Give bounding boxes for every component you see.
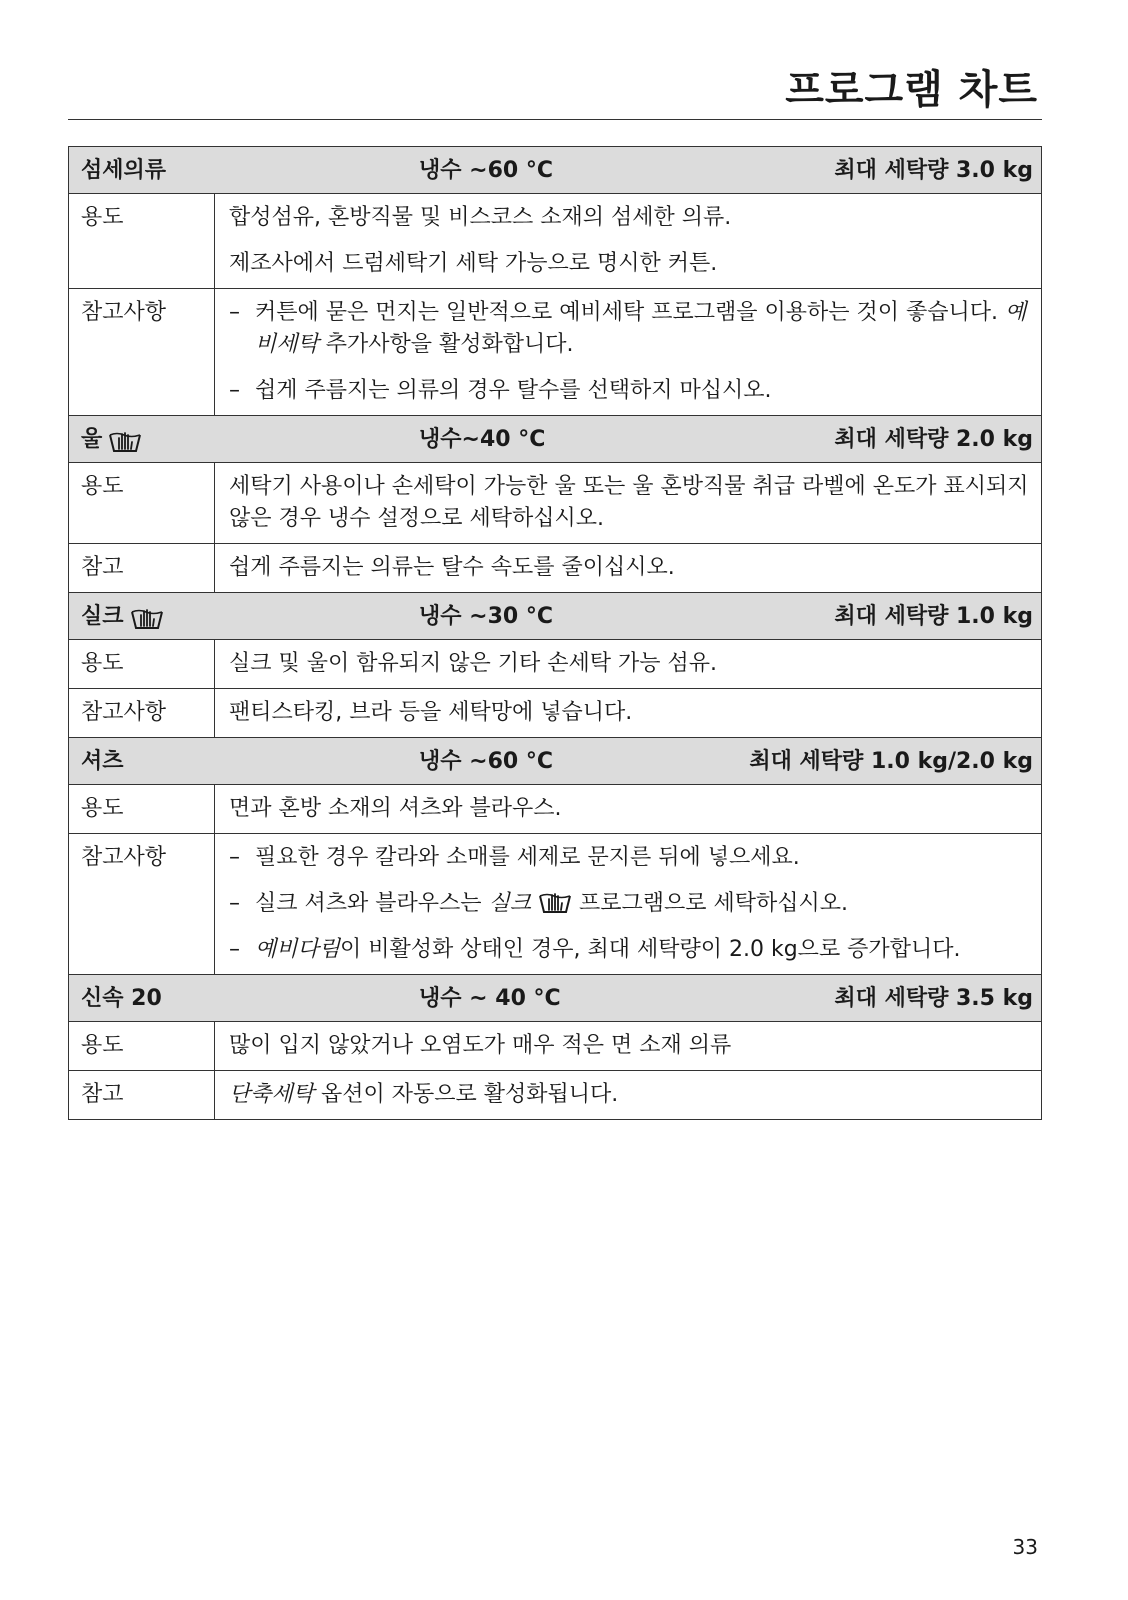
program-name bbox=[81, 975, 162, 1022]
program-header-silk bbox=[69, 593, 1041, 640]
title-divider bbox=[68, 119, 1042, 120]
row-content bbox=[215, 194, 1041, 288]
program-name bbox=[81, 738, 124, 785]
table-row bbox=[69, 785, 1041, 834]
note-item bbox=[229, 842, 1029, 874]
usage-text: 합성섬유, 혼방직물 및 비스코스 소재의 섬세한 의류. bbox=[229, 205, 732, 230]
usage-text: 면과 혼방 소재의 셔츠와 블라우스. bbox=[229, 796, 562, 821]
table-row bbox=[69, 1071, 1041, 1119]
note-text: 커튼에 묻은 먼지는 일반적으로 예비세탁 프로그램을 이용하는 것이 좋습니다. bbox=[255, 300, 999, 325]
dash-bullet: – bbox=[229, 300, 240, 325]
page-number: 33 bbox=[1012, 1535, 1038, 1559]
program-chart-table bbox=[68, 146, 1042, 1120]
program-max-load: 최대 세탁량 1.0 kg bbox=[834, 604, 1033, 629]
note-text: 추가사항을 활성화합니다. bbox=[325, 332, 574, 357]
note-text: 쉽게 주름지는 의류의 경우 탈수를 선택하지 마십시오. bbox=[255, 378, 772, 403]
usage-text: 제조사에서 드럼세탁기 세탁 가능으로 명시한 커튼. bbox=[229, 251, 718, 276]
table-row bbox=[69, 194, 1041, 289]
program-max-load: 최대 세탁량 1.0 kg/2.0 kg bbox=[749, 749, 1033, 774]
row-label: 용도 bbox=[69, 463, 215, 543]
option-name: 단축세탁 bbox=[229, 1082, 315, 1107]
program-header-wool bbox=[69, 416, 1041, 463]
row-content bbox=[215, 289, 1041, 415]
note-text: 실크 셔츠와 블라우스는 bbox=[255, 891, 482, 916]
program-name bbox=[81, 416, 142, 463]
program-name-text: 울 bbox=[81, 427, 103, 452]
program-header-shirts bbox=[69, 738, 1041, 785]
program-temperature: 냉수 ~60 °C bbox=[419, 749, 554, 774]
page-title: 프로그램 차트 bbox=[785, 67, 1038, 113]
program-name-text: 실크 bbox=[81, 604, 124, 629]
program-name-text: 섬세의류 bbox=[81, 158, 167, 183]
row-content bbox=[215, 834, 1041, 974]
note-item bbox=[229, 934, 1029, 966]
note-text: 옵션이 자동으로 활성화됩니다. bbox=[321, 1082, 619, 1107]
hand-wash-icon bbox=[130, 604, 164, 630]
row-content bbox=[215, 1071, 1041, 1119]
note-item bbox=[229, 888, 1029, 920]
row-label: 참고사항 bbox=[69, 289, 215, 415]
table-row bbox=[69, 289, 1041, 416]
row-label: 용도 bbox=[69, 640, 215, 688]
usage-text: 세탁기 사용이나 손세탁이 가능한 울 또는 울 혼방직물 취급 라벨에 온도가 표시되지 않은 경우 냉수 설정으로 세탁하십시오. bbox=[229, 474, 1029, 531]
dash-bullet: – bbox=[229, 378, 240, 403]
usage-text: 실크 및 울이 함유되지 않은 기타 손세탁 가능 섬유. bbox=[229, 651, 717, 676]
note-text: 쉽게 주름지는 의류는 탈수 속도를 줄이십시오. bbox=[229, 555, 675, 580]
program-max-load: 최대 세탁량 3.5 kg bbox=[834, 986, 1033, 1011]
program-header-delicates bbox=[69, 147, 1041, 194]
table-row bbox=[69, 640, 1041, 689]
program-name bbox=[81, 593, 164, 640]
program-name bbox=[81, 147, 166, 194]
usage-text: 많이 입지 않았거나 오염도가 매우 적은 면 소재 의류 bbox=[229, 1033, 732, 1058]
dash-bullet: – bbox=[229, 845, 240, 870]
dash-bullet: – bbox=[229, 937, 240, 962]
program-name-text: 신속 20 bbox=[81, 986, 162, 1011]
row-label: 용도 bbox=[69, 785, 215, 833]
program-temperature: 냉수~40 °C bbox=[419, 427, 546, 452]
program-reference: 실크 bbox=[488, 891, 532, 916]
row-label: 참고사항 bbox=[69, 689, 215, 737]
note-text: 필요한 경우 칼라와 소매를 세제로 문지른 뒤에 넣으세요. bbox=[255, 845, 800, 870]
table-row bbox=[69, 689, 1041, 738]
note-text: 이 비활성화 상태인 경우, 최대 세탁량이 2.0 kg으로 증가합니다. bbox=[340, 937, 961, 962]
row-label: 용도 bbox=[69, 1022, 215, 1070]
program-name-text: 셔츠 bbox=[81, 749, 124, 774]
hand-wash-icon bbox=[538, 888, 572, 914]
table-row bbox=[69, 834, 1041, 975]
note-text: 프로그램으로 세탁하십시오. bbox=[579, 891, 849, 916]
hand-wash-icon bbox=[108, 427, 142, 453]
table-row bbox=[69, 544, 1041, 593]
program-temperature: 냉수 ~60 °C bbox=[419, 158, 554, 183]
row-label: 참고 bbox=[69, 544, 215, 592]
program-max-load: 최대 세탁량 3.0 kg bbox=[834, 158, 1033, 183]
note-item bbox=[229, 297, 1029, 361]
row-label: 참고사항 bbox=[69, 834, 215, 974]
option-name: 예비다림 bbox=[255, 937, 341, 962]
table-row bbox=[69, 463, 1041, 544]
program-header-express-20 bbox=[69, 975, 1041, 1022]
row-label: 용도 bbox=[69, 194, 215, 288]
program-temperature: 냉수 ~30 °C bbox=[419, 604, 554, 629]
table-row bbox=[69, 1022, 1041, 1071]
program-max-load: 최대 세탁량 2.0 kg bbox=[834, 427, 1033, 452]
option-name: 예비세탁 bbox=[255, 300, 1027, 357]
dash-bullet: – bbox=[229, 891, 240, 916]
note-text: 팬티스타킹, 브라 등을 세탁망에 넣습니다. bbox=[229, 700, 633, 725]
program-temperature: 냉수 ~ 40 °C bbox=[419, 986, 561, 1011]
note-item bbox=[229, 375, 1029, 407]
row-label: 참고 bbox=[69, 1071, 215, 1119]
